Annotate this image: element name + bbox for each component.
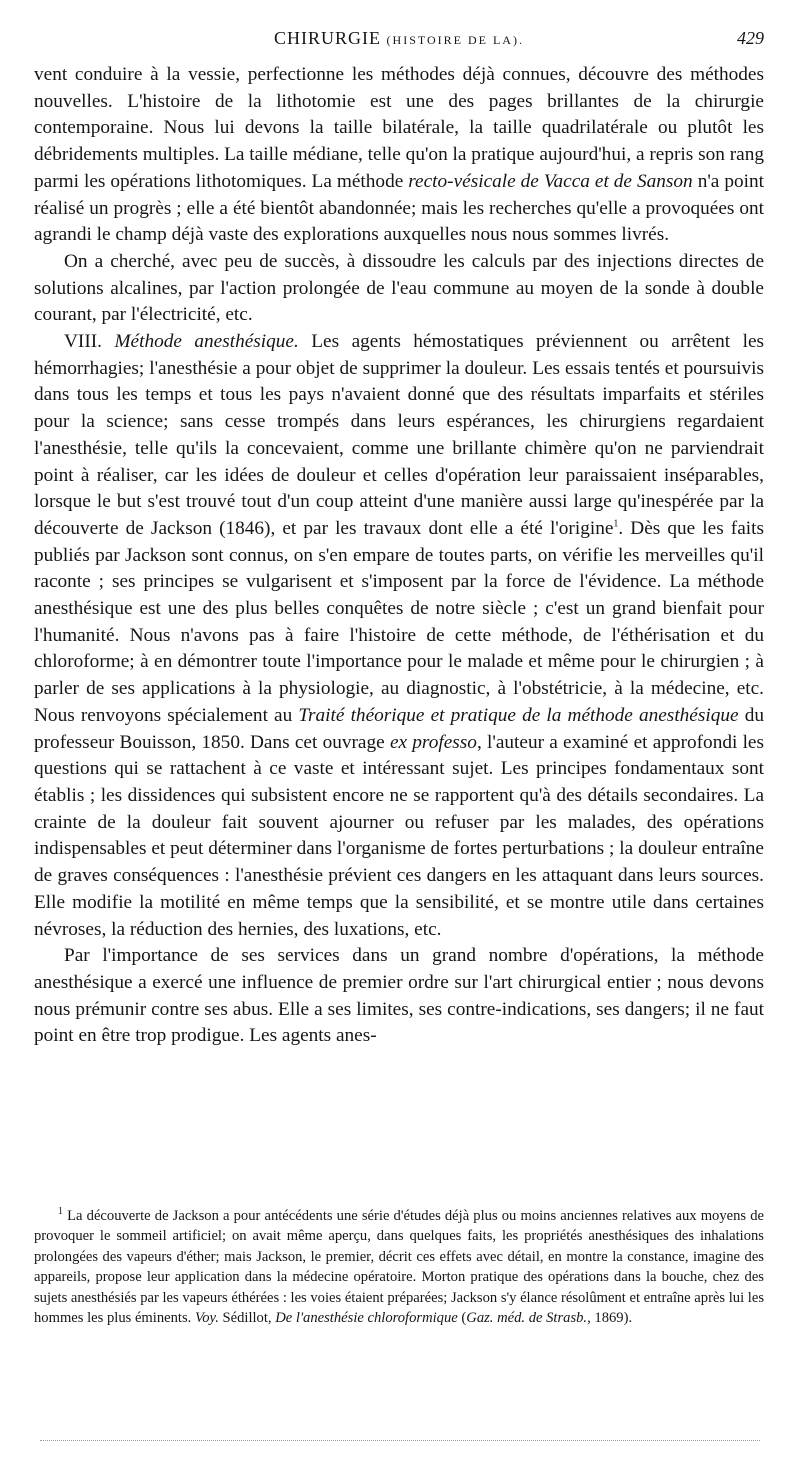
italic-method-name: recto-vésicale de Vacca et de Sanson — [408, 170, 693, 192]
section-title: CHIRURGIE — [274, 28, 382, 48]
paragraph-anesthesia — [34, 329, 764, 943]
body-text — [34, 62, 764, 1050]
footnote-text: ( — [457, 1310, 467, 1327]
footnote-journal: Gaz. méd. de Strasb. — [466, 1310, 588, 1327]
page-number: 429 — [737, 28, 764, 48]
running-head — [34, 28, 764, 54]
section-number: VIII. — [64, 331, 103, 353]
paragraph-text: du professeur Bouisson, 1850. Dans cet ouvrage — [34, 704, 764, 753]
paragraph-calculi: On a cherché, avec peu de succès, à dissoudre les calculs par des injections directes de solutions alcalines, par l'action prolongée de l'eau commune au moyen de la sonde à double courant, par l'électricité, etc. — [34, 250, 764, 326]
footnote-reference[interactable]: 1 — [613, 518, 619, 530]
section-heading: Méthode anesthésique. — [114, 331, 299, 353]
footnote-year: , 1869). — [587, 1310, 633, 1327]
italic-book-title: Traité théorique et pratique de la méthode anesthésique — [298, 704, 739, 726]
footnote-1 — [34, 1206, 764, 1328]
italic-latin-phrase: ex professo — [389, 731, 477, 753]
bottom-rule — [40, 1440, 760, 1441]
paragraph-influence: Par l'importance de ses services dans un grand nombre d'opérations, la méthode anesthésique a exercé une influence de premier ordre sur l'art chirurgical entier ; nous devons nous prémunir contre ses abus. Elle a ses limites, ses contre-indications, ses dangers; il ne faut point en être trop prodigue. Les agents anes- — [34, 945, 764, 1047]
footnote-text: La découverte de Jackson a pour antécédents une série d'études déjà plus ou moins anciennes relatives aux moyens de provoquer le sommeil artificiel; on avait même aperçu, dans quelques faits, les propriétés anesthésiques des inhalations prolongées des vapeurs d'éther; mais Jackson, le premier, décrit ces effets avec détail, en montre la constance, imagine des appareils, propose leur application dans la médecine opératoire. Morton pratique des opérations dans la bouche, chez des sujets anesthésiés par les vapeurs éthérées : les voies étaient préparées; Jackson s'y élance résolûment et entraîne après lui les hommes les plus éminents. — [34, 1208, 765, 1327]
footnotes — [34, 1206, 764, 1328]
paragraph-text: Les agents hémostatiques préviennent ou arrêtent les hémorrhagies; l'anesthésie a pour objet de supprimer la douleur. Les essais tentés et poursuivis dans tous les temps et tous les pays n'avaient donné que des résultats imparfaits et stériles pour la science; sans cesse trompés dans leurs espérances, les chirurgiens regardaient l'anesthésie, telle qu'ils la concevaient, comme une brillante chimère qu'on ne parviendrait point à réaliser, car les idées de douleur et celles d'opération leur paraissaient inséparables, lorsque le but s'est trouvé tout d'un coup atteint d'une manière aussi large qu'inespérée par la découverte de Jackson (1846), et par les travaux dont elle a été l'origine — [34, 331, 765, 539]
paragraph-text: . Dès que les faits publiés par Jackson sont connus, on s'en empare de toutes parts, on vérifie les merveilles qu'il raconte ; ses principes se vulgarisent et s'imposent par la force de l'évidence. La méthode anesthésique est une des plus belles conquêtes de notre siècle ; c'est un grand bienfait pour l'humanité. Nous n'avons pas à faire l'histoire de cette méthode, de l'éthérisation et du chloroforme; à en démontrer toute l'importance pour le malade et même pour le chirurgien ; à parler de ses applications à la physiologie, au diagnostic, à l'obstétricie, à la médecine, etc. Nous renvoyons spécialement au — [34, 517, 764, 726]
footnote-work-title: De l'anesthésie chloroformique — [275, 1310, 458, 1327]
running-head-title — [34, 28, 764, 49]
footnote-marker: 1 — [58, 1206, 63, 1218]
paragraph-text: n'a point réalisé un progrès ; elle a été bientôt abandonnée; mais les recherches qu'elle a provoquées ont agrandi le champ déjà vaste des explorations auxquelles nous nous sommes livrés. — [34, 170, 764, 246]
section-subtitle: (HISTOIRE DE LA). — [386, 33, 524, 47]
footnote-author: Sédillot, — [218, 1310, 276, 1327]
paragraph-text: , l'auteur a examiné et approfondi les questions qui se rattachent à ce vaste et intéressant sujet. Les principes fondamentaux sont établis ; les dissidences qui subsistent encore ne se rapportent qu'à des détails secondaires. La crainte de la douleur fait souvent ajourner ou refuser par les malades, des opérations indispensables et peut déterminer dans l'organisme de fortes perturbations ; la douleur entraîne de graves conséquences : l'anesthésie prévient ces dangers en les attaquant dans leurs sources. Elle modifie la motilité en même temps que la sensibilité, et se montre utile dans certaines névroses, la réduction des hernies, des luxations, etc. — [34, 731, 764, 940]
paragraph-lithotomy — [34, 62, 764, 249]
footnote-voy: Voy. — [194, 1310, 219, 1327]
paragraph-text: vent conduire à la vessie, perfectionne les méthodes déjà connues, découvre des méthodes nouvelles. L'histoire de la lithotomie est une des pages brillantes de la chirurgie contemporaine. Nous lui devons la taille bilatérale, la taille quadrilatérale ou plutôt les débridements multiples. La taille médiane, telle qu'on la pratique aujourd'hui, a repris son rang parmi les opérations lithotomiques. La méthode — [34, 64, 764, 192]
